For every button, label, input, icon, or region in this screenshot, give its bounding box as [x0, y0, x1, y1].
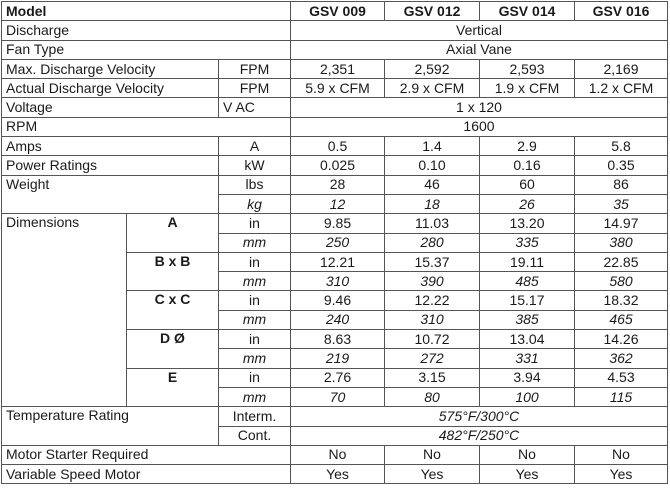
row-value: Vertical [291, 21, 668, 40]
row-value: 0.5 [291, 137, 385, 156]
model-name-header: GSV 014 [480, 2, 575, 21]
row-label: Temperature Rating [2, 407, 219, 446]
row-value: 12.21 [291, 252, 385, 271]
spec-table [1, 1, 668, 484]
row-value: 100 [480, 387, 575, 406]
row-label: Max. Discharge Velocity [2, 59, 219, 78]
row-value: Axial Vane [291, 40, 668, 59]
row-unit: FPM [219, 79, 291, 98]
row-unit: in [219, 330, 291, 349]
row-value: 2.76 [291, 368, 385, 387]
row-value: 46 [385, 175, 480, 194]
row-label: Voltage [2, 98, 219, 117]
row-value: Yes [291, 465, 385, 484]
row-value: 385 [480, 310, 575, 329]
motor-starter-row [2, 445, 668, 464]
row-label: Actual Discharge Velocity [2, 79, 219, 98]
row-value: 272 [385, 349, 480, 368]
row-value: 10.72 [385, 330, 480, 349]
row-value: 4.53 [575, 368, 668, 387]
row-value: 390 [385, 272, 480, 291]
row-value: 5.9 x CFM [291, 79, 385, 98]
row-value: 0.35 [575, 156, 668, 175]
row-value: 1.4 [385, 137, 480, 156]
dimension-name: E [127, 368, 219, 407]
row-value: No [480, 445, 575, 464]
row-unit: mm [219, 272, 291, 291]
row-value: 310 [385, 310, 480, 329]
row-value: 12 [291, 194, 385, 213]
row-unit: FPM [219, 59, 291, 78]
row-value: 335 [480, 233, 575, 252]
dimension-name: D Ø [127, 330, 219, 369]
row-unit: in [219, 252, 291, 271]
row-value: 18.32 [575, 291, 668, 310]
row-value: No [291, 445, 385, 464]
row-value: 15.17 [480, 291, 575, 310]
row-label: Weight [2, 175, 219, 214]
row-value: 482°F/250°C [291, 426, 668, 445]
row-value: 9.46 [291, 291, 385, 310]
weight-row [2, 175, 668, 194]
discharge-row [2, 21, 668, 40]
row-value: 8.63 [291, 330, 385, 349]
row-label: Fan Type [2, 40, 291, 59]
voltage-row [2, 98, 668, 117]
row-value: 5.8 [575, 137, 668, 156]
row-value: 362 [575, 349, 668, 368]
row-unit: mm [219, 310, 291, 329]
row-value: 2.9 x CFM [385, 79, 480, 98]
rpm-row [2, 117, 668, 136]
row-value: 240 [291, 310, 385, 329]
actual-velocity-row [2, 79, 668, 98]
row-value: 9.85 [291, 214, 385, 233]
row-value: 331 [480, 349, 575, 368]
row-value: 12.22 [385, 291, 480, 310]
row-label: RPM [2, 117, 291, 136]
row-value: Yes [575, 465, 668, 484]
row-value: 280 [385, 233, 480, 252]
row-label: Variable Speed Motor [2, 465, 291, 484]
row-value: No [575, 445, 668, 464]
row-unit: Interm. [219, 407, 291, 426]
row-value: 2.9 [480, 137, 575, 156]
row-unit: A [219, 137, 291, 156]
temperature-row [2, 407, 668, 426]
row-value: 0.10 [385, 156, 480, 175]
dimension-name: B x B [127, 252, 219, 291]
model-header: Model [2, 2, 291, 21]
row-value: 485 [480, 272, 575, 291]
row-value: 13.20 [480, 214, 575, 233]
row-label: Power Ratings [2, 156, 219, 175]
model-name-header: GSV 016 [575, 2, 668, 21]
row-unit: kW [219, 156, 291, 175]
row-value: 115 [575, 387, 668, 406]
row-value: 219 [291, 349, 385, 368]
row-value: 1.2 x CFM [575, 79, 668, 98]
row-value: 580 [575, 272, 668, 291]
dimensions-label: Dimensions [2, 214, 127, 407]
row-value: 0.025 [291, 156, 385, 175]
row-value: 15.37 [385, 252, 480, 271]
row-unit: mm [219, 233, 291, 252]
row-value: 1600 [291, 117, 668, 136]
row-unit: lbs [219, 175, 291, 194]
row-value: 2,351 [291, 59, 385, 78]
amps-row [2, 137, 668, 156]
row-value: 19.11 [480, 252, 575, 271]
row-value: Yes [385, 465, 480, 484]
max-velocity-row [2, 59, 668, 78]
row-unit: Cont. [219, 426, 291, 445]
row-label: Motor Starter Required [2, 445, 291, 464]
row-value: 22.85 [575, 252, 668, 271]
power-row [2, 156, 668, 175]
row-value: 18 [385, 194, 480, 213]
header-row [2, 2, 668, 21]
row-unit: V AC [219, 98, 291, 117]
row-unit: kg [219, 194, 291, 213]
row-value: 575°F/300°C [291, 407, 668, 426]
row-value: 70 [291, 387, 385, 406]
dimension-name: C x C [127, 291, 219, 330]
row-unit: mm [219, 349, 291, 368]
model-name-header: GSV 012 [385, 2, 480, 21]
row-value: 60 [480, 175, 575, 194]
row-label: Amps [2, 137, 219, 156]
row-value: 35 [575, 194, 668, 213]
row-value: 2,592 [385, 59, 480, 78]
row-value: 310 [291, 272, 385, 291]
fan-type-row [2, 40, 668, 59]
row-unit: in [219, 214, 291, 233]
row-value: 28 [291, 175, 385, 194]
row-value: 0.16 [480, 156, 575, 175]
row-value: 1.9 x CFM [480, 79, 575, 98]
row-value: 2,593 [480, 59, 575, 78]
dimension-row [2, 214, 668, 233]
row-value: 380 [575, 233, 668, 252]
row-unit: in [219, 291, 291, 310]
row-value: 250 [291, 233, 385, 252]
row-unit: mm [219, 387, 291, 406]
row-unit: in [219, 368, 291, 387]
row-value: 3.94 [480, 368, 575, 387]
row-label: Discharge [2, 21, 291, 40]
row-value: No [385, 445, 480, 464]
row-value: 13.04 [480, 330, 575, 349]
row-value: 465 [575, 310, 668, 329]
dimension-name: A [127, 214, 219, 253]
row-value: 1 x 120 [291, 98, 668, 117]
row-value: 3.15 [385, 368, 480, 387]
row-value: 2,169 [575, 59, 668, 78]
row-value: 14.97 [575, 214, 668, 233]
row-value: 26 [480, 194, 575, 213]
row-value: Yes [480, 465, 575, 484]
row-value: 80 [385, 387, 480, 406]
row-value: 14.26 [575, 330, 668, 349]
row-value: 86 [575, 175, 668, 194]
model-name-header: GSV 009 [291, 2, 385, 21]
row-value: 11.03 [385, 214, 480, 233]
variable-speed-row [2, 465, 668, 484]
